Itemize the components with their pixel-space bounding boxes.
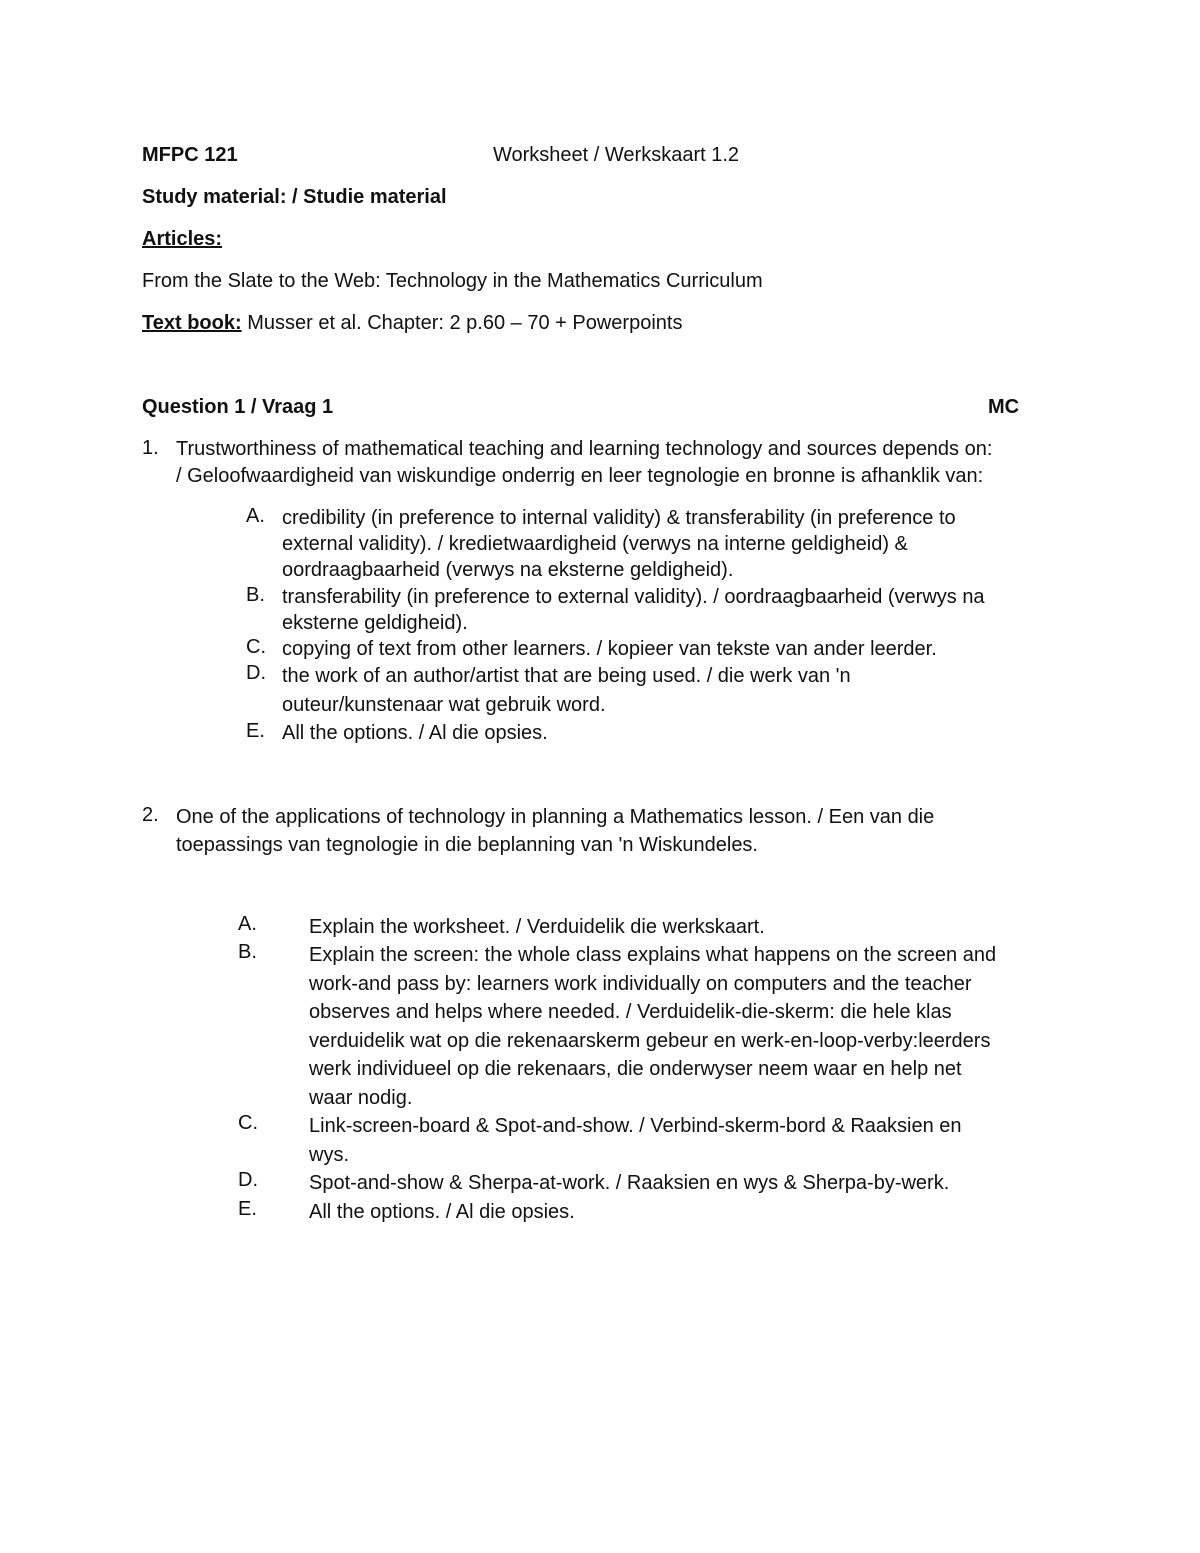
option-text-line: external validity). / kredietwaardigheid (verwys na interne geldigheid) & (282, 533, 908, 555)
option-text-line: outeur/kunstenaar wat gebruik word. (282, 694, 606, 716)
option-text-line: verduidelik wat op die rekenaarskerm gebeur en werk-en-loop-verby:leerders (309, 1029, 991, 1052)
option-letter: E. (238, 1198, 257, 1220)
question2-stem (176, 803, 934, 859)
option-text-line: oordraagbaarheid (verwys na eksterne geldigheid). (282, 559, 734, 581)
option-text-line: copying of text from other learners. / kopieer van tekste van ander leerder. (282, 638, 937, 660)
option-text-line: werk individueel op die rekenaars, die onderwyser neem waar en help net (309, 1058, 962, 1080)
study-material-heading: Study material: / Studie material (142, 186, 447, 208)
option-text-line: Explain the worksheet. / Verduidelik die werkskaart. (309, 916, 765, 938)
option-text-line: the work of an author/artist that are being used. / die werk van 'n (282, 665, 851, 687)
option-text-line: Spot-and-show & Sherpa-at-work. / Raaksien en wys & Sherpa-by-werk. (309, 1172, 950, 1194)
option-text-line: transferability (in preference to external validity). / oordraagbaarheid (verwys na (282, 586, 985, 608)
question1-stem (176, 436, 992, 490)
option-text-line: observes and helps where needed. / Verduidelik-die-skerm: die hele klas (309, 1001, 952, 1023)
question1-number: 1. (142, 437, 159, 459)
option-text-line: work-and pass by: learners work individually on computers and the teacher (309, 972, 972, 995)
option-text-line: credibility (in preference to internal validity) & transferability (in preference to (282, 507, 956, 529)
option-text-line: waar nodig. (309, 1086, 413, 1109)
textbook-text: Musser et al. Chapter: 2 p.60 – 70 + Powerpoints (241, 312, 683, 334)
option-letter: B. (246, 584, 265, 606)
question1-stem-line: Trustworthiness of mathematical teaching and learning technology and sources depends on: (176, 438, 993, 460)
option-text-line: All the options. / Al die opsies. (309, 1201, 575, 1223)
textbook-label: Text book: (142, 312, 242, 334)
option-letter: A. (238, 913, 257, 935)
option-letter: C. (246, 636, 266, 658)
option-text-line: Link-screen-board & Spot-and-show. / Verbind-skerm-bord & Raaksien en (309, 1115, 962, 1137)
option-letter: E. (246, 720, 265, 742)
option-letter: B. (238, 941, 257, 963)
worksheet-title: Worksheet / Werkskaart 1.2 (493, 144, 740, 166)
question2-stem-line: toepassings van tegnologie in die beplanning van 'n Wiskundeles. (176, 834, 758, 856)
question1-heading: Question 1 / Vraag 1 (142, 396, 334, 418)
question2-stem-line: One of the applications of technology in planning a Mathematics lesson. / Een van die (176, 806, 935, 828)
articles-label: Articles: (142, 228, 223, 250)
option-letter: D. (238, 1169, 258, 1191)
textbook-line (142, 311, 682, 335)
option-letter: A. (246, 505, 265, 527)
article-title: From the Slate to the Web: Technology in the Mathematics Curriculum (142, 270, 763, 292)
option-text-line: eksterne geldigheid). (282, 612, 468, 634)
course-code: MFPC 121 (142, 144, 238, 166)
option-text-line: wys. (309, 1143, 349, 1166)
option-letter: D. (246, 662, 266, 684)
question1-stem-line: / Geloofwaardigheid van wiskundige onderrig en leer tegnologie en bronne is afhanklik van: (176, 465, 984, 487)
question1-type: MC (988, 396, 1020, 418)
question2-number: 2. (142, 804, 159, 826)
option-text-line: Explain the screen: the whole class explains what happens on the screen and (309, 944, 997, 966)
option-text-line: All the options. / Al die opsies. (282, 722, 548, 744)
option-letter: C. (238, 1112, 258, 1134)
